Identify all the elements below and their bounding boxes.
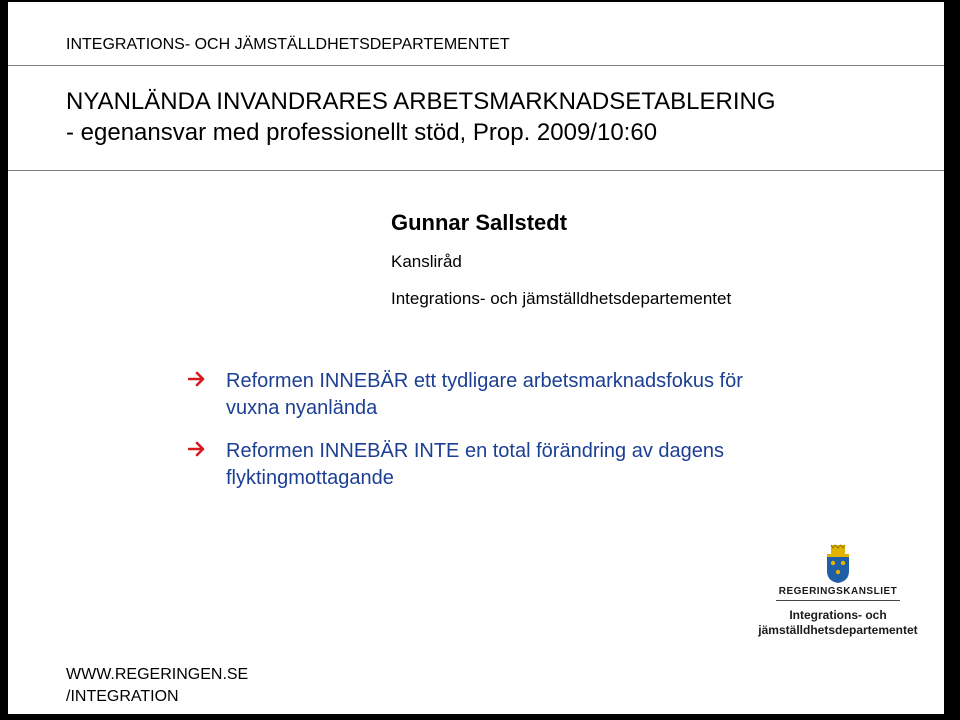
bullet-item	[188, 438, 908, 492]
footer-url[interactable]	[66, 664, 248, 708]
bullet-line: Reformen INNEBÄR ett tydligare arbetsmarknadsfokus för	[226, 370, 743, 392]
speaker-role: Kansliråd	[391, 252, 462, 271]
bullet-line: vuxna nyanlända	[226, 397, 378, 419]
slide-title	[66, 86, 776, 148]
arrow-right-icon	[188, 438, 226, 462]
title-subtitle: - egenansvar med professionellt stöd, Prop. 2009/10:60	[66, 119, 658, 146]
department-header: INTEGRATIONS- OCH JÄMSTÄLLDHETSDEPARTEMENTET	[66, 36, 510, 53]
header-divider	[8, 65, 944, 66]
slide	[8, 2, 944, 714]
bullet-text	[226, 368, 743, 422]
bullet-text	[226, 438, 724, 492]
title-divider	[8, 170, 944, 171]
logo-department-line: jämställdhetsdepartementet	[758, 623, 918, 637]
speaker-department: Integrations- och jämställdhetsdepartementet	[391, 289, 732, 308]
speaker-info	[391, 210, 731, 309]
footer-url-line[interactable]: WWW.REGERINGEN.SE	[66, 666, 249, 683]
bullet-line: flyktingmottagande	[226, 467, 394, 489]
bullet-list	[188, 368, 908, 508]
title-main: NYANLÄNDA INVANDRARES ARBETSMARKNADSETABLERING	[66, 88, 776, 115]
speaker-name: Gunnar Sallstedt	[391, 210, 568, 235]
bullet-line: Reformen INNEBÄR INTE en total förändring av dagens	[226, 440, 725, 462]
footer-url-line[interactable]: /INTEGRATION	[66, 688, 179, 705]
bullet-item	[188, 368, 908, 422]
arrow-right-icon	[188, 368, 226, 392]
crown-emblem-icon	[824, 544, 852, 584]
logo-label: REGERINGSKANSLIET	[778, 586, 898, 597]
logo-divider	[776, 600, 900, 601]
logo-department	[756, 608, 920, 638]
regeringskansliet-logo	[756, 542, 920, 646]
logo-department-line: Integrations- och	[789, 608, 887, 622]
